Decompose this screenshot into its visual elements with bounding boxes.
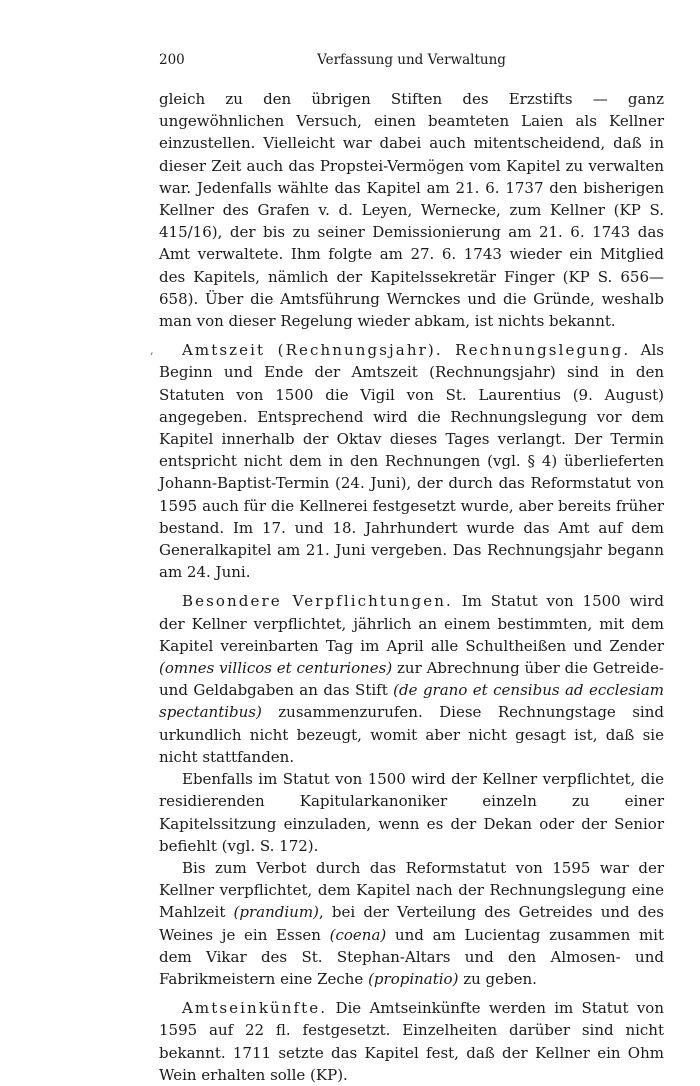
paragraph-text: Als Beginn und Ende der Amtszeit (Rechnungsjahr) sind in den Statuten von 1500 die Vigil von St. Laurentius (9. August) angegeben. Entsprechend wird die Rechnungslegung vor dem Kapitel innerhalb der Oktav dieses Tages verlangt. Der Termin entspricht nicht dem in den Rechnungen (vgl. § 4) überlieferten Johann-Baptist-Termin (24. Juni), der durch das Reformstatut von 1595 auch für die Kellnerei festgesetzt wurde, aber bereits früher bestand. Im 17. und 18. Jahrhundert wurde das Amt auf dem Generalkapitel am 21. Juni vergeben. Das Rechnungsjahr begann am 24. Juni.	[159, 341, 664, 582]
paragraph-text: zusammenzurufen. Diese Rechnungstage sind urkundlich nicht bezeugt, womit aber nicht gesagt ist, daß sie nicht stattfanden.	[159, 703, 664, 766]
latin-phrase: (propinatio)	[368, 969, 459, 988]
paragraph-text: und am Lucientag zusammen mit dem Vikar des St. Stephan-Altars und den Almosen- und Fabrikmeistern eine Zeche	[159, 925, 664, 988]
paragraph-text: Bis zum Verbot durch das Reformstatut von 1595 war der Kellner verpflichtet, dem Kapitel nach der Rechnungslegung eine Mahlzeit	[159, 858, 664, 922]
page-number: 200	[159, 52, 185, 68]
paragraph-mahlzeit	[159, 857, 664, 990]
paragraph-continuation	[159, 88, 664, 332]
section-heading-verpflichtungen: Besondere Verpflichtungen.	[182, 592, 453, 611]
page-body	[159, 88, 664, 1086]
latin-phrase: (omnes villicos et centuriones)	[159, 659, 393, 678]
paragraph-text: zu geben.	[458, 969, 537, 988]
section-heading-amtseinkuenfte: Amtseinkünfte.	[182, 999, 328, 1018]
running-title: Verfassung und Verwaltung	[317, 52, 506, 68]
paragraph-verpflichtungen	[159, 590, 664, 768]
latin-phrase: (coena)	[329, 925, 387, 944]
margin-mark: ‚	[150, 344, 154, 357]
latin-phrase: (prandium)	[233, 903, 319, 922]
paragraph-amtseinkuenfte	[159, 997, 664, 1086]
paragraph-text: Die Amtseinkünfte werden im Statut von 1595 auf 22 fl. festgesetzt. Einzelheiten darüber sind nicht bekannt. 1711 setzte das Kapitel fest, daß der Kellner ein Ohm Wein erhalten solle (KP).	[159, 999, 664, 1084]
section-heading-amtszeit: Amtszeit (Rechnungsjahr). Rechnungslegung.	[182, 341, 631, 360]
paragraph-text: Ebenfalls im Statut von 1500 wird der Kellner verpflichtet, die residierenden Kapitularkanoniker einzeln zu einer Kapitelssitzung einzuladen, wenn es der Dekan oder der Senior befiehlt (vgl. S. 172).	[159, 770, 664, 855]
latin-phrase: (de grano et censibus ad ecclesiam spectantibus)	[159, 681, 664, 722]
paragraph-text: gleich zu den übrigen Stiften des Erzstifts — ganz ungewöhnlichen Versuch, einen beamteten Laien als Kellner einzustellen. Vielleicht war dabei auch mitentscheidend, daß in dieser Zeit auch das Propstei-Vermögen vom Kapitel zu verwalten war. Jedenfalls wählte das Kapitel am 21. 6. 1737 den bisherigen Kellner des Grafen v. d. Leyen, Wernecke, zum Kellner (KP S. 415/16), der bis zu seiner Demissionierung am 21. 6. 1743 das Amt verwaltete. Ihm folgte am 27. 6. 1743 wieder ein Mitglied des Kapitels, nämlich der Kapitelssekretär Finger (KP S. 656—658). Über die Amtsführung Wernckes und die Gründe, weshalb man von dieser Regelung wieder abkam, ist nichts bekannt.	[159, 90, 664, 331]
paragraph-text: Im Statut von 1500 wird der Kellner verpflichtet, jährlich an einem bestimmten, mit dem Kapitel vereinbarten Tag im April alle Schultheißen und Zender	[159, 592, 664, 655]
paragraph-amtszeit	[159, 339, 664, 583]
page-header	[159, 52, 664, 72]
paragraph-text: , bei der Verteilung des Getreides und des Weines je ein Essen	[159, 903, 664, 944]
paragraph-kapitelssitzung	[159, 768, 664, 857]
paragraph-text: zur Abrechnung über die Getreide- und Geldabgaben an das Stift	[159, 659, 664, 700]
